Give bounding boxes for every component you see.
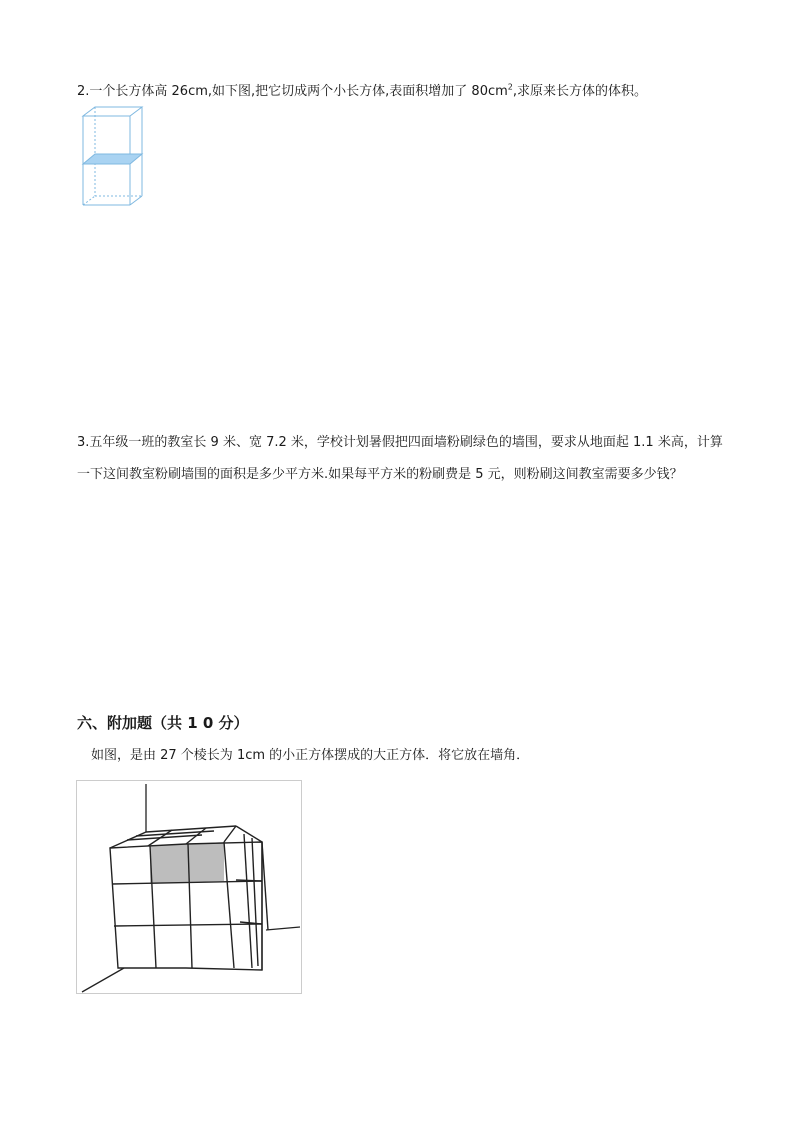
cube-figure bbox=[76, 780, 302, 994]
cut-plane bbox=[83, 154, 142, 164]
question-2-text: 2.一个长方体高 26cm,如下图,把它切成两个小长方体,表面积增加了 80cm bbox=[77, 84, 508, 99]
question-2-text-end: ,求原来长方体的体积。 bbox=[512, 84, 648, 99]
shaded-cube-face bbox=[150, 842, 224, 884]
wall-corner-lines bbox=[82, 784, 300, 992]
section-6-intro: 如图，是由 27 个棱长为 1cm 的小正方体摆成的大正方体．将它放在墙角． bbox=[91, 748, 530, 763]
question-2 bbox=[77, 76, 717, 108]
question-3: 3.五年级一班的教室长 9 米、宽 7.2 米，学校计划暑假把四面墙粉刷绿色的墙围，要求从地面起 1.1 米高，计算一下这间教室粉刷墙围的面积是多少平方米.如果每平方米的粉刷费是 5 元，则粉刷这间教室需要多少钱？ bbox=[77, 435, 723, 482]
section-6-title: 六、附加题（共 1 0 分） bbox=[77, 714, 249, 732]
cuboid-figure bbox=[80, 104, 146, 210]
superscript-2: 2 bbox=[507, 82, 513, 92]
